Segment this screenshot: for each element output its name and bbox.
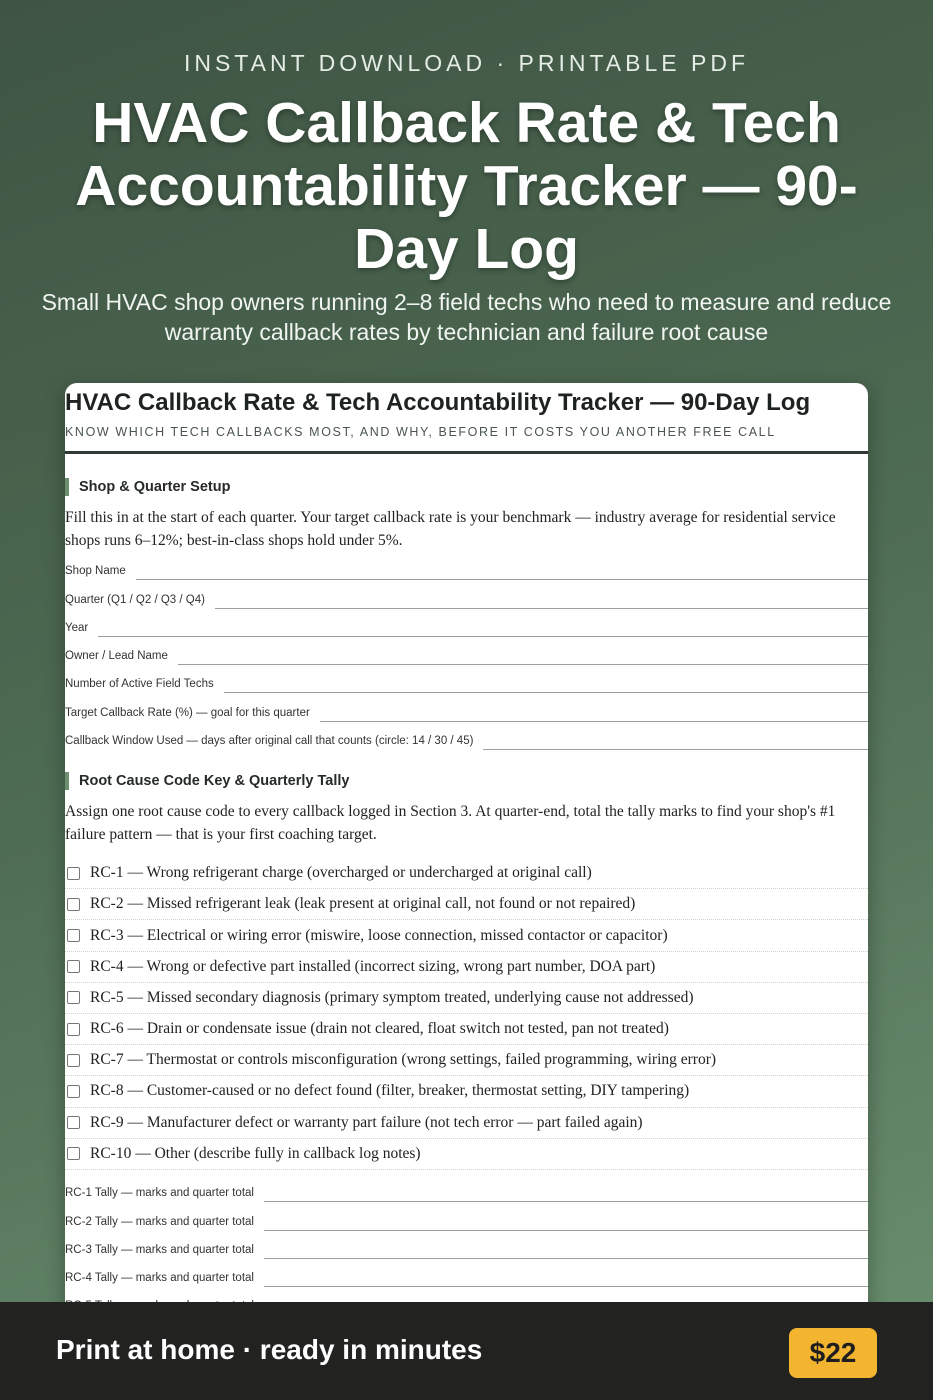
code-label: RC-10 — Other (describe fully in callback log notes) <box>90 1144 421 1162</box>
fill-line[interactable] <box>264 1229 868 1231</box>
document-tagline: KNOW WHICH TECH CALLBACKS MOST, AND WHY, BEFORE IT COSTS YOU ANOTHER FREE CALL <box>65 425 776 439</box>
field-shop-name[interactable] <box>65 552 868 580</box>
checkbox[interactable] <box>67 991 80 1004</box>
field-label: Target Callback Rate (%) — goal for this quarter <box>65 706 310 719</box>
code-item-rc9[interactable] <box>65 1108 868 1139</box>
setup-section-heading: Shop & Quarter Setup <box>65 478 868 496</box>
checkbox[interactable] <box>67 1147 80 1160</box>
field-label: Shop Name <box>65 565 126 578</box>
checkbox[interactable] <box>67 1054 80 1067</box>
eyebrow: INSTANT DOWNLOAD · PRINTABLE PDF <box>183 50 750 76</box>
tally-rc1[interactable] <box>65 1174 868 1202</box>
checkbox[interactable] <box>67 1116 80 1129</box>
checkbox[interactable] <box>67 960 80 973</box>
tally-rc4[interactable] <box>65 1259 868 1287</box>
fill-line[interactable] <box>483 748 868 750</box>
setup-fields <box>65 552 868 750</box>
field-label: Quarter (Q1 / Q2 / Q3 / Q4) <box>65 593 205 606</box>
code-item-rc7[interactable] <box>65 1045 868 1076</box>
fill-line[interactable] <box>178 663 868 665</box>
code-label: RC-9 — Manufacturer defect or warranty part failure (not tech error — part failed again) <box>90 1113 643 1131</box>
code-item-rc3[interactable] <box>65 920 868 951</box>
code-label: RC-4 — Wrong or defective part installed (incorrect sizing, wrong part number, DOA part) <box>90 957 656 975</box>
code-item-rc2[interactable] <box>65 889 868 920</box>
fill-line[interactable] <box>224 691 868 693</box>
field-label: Year <box>65 621 89 634</box>
checkbox[interactable] <box>67 929 80 942</box>
field-label: RC-4 Tally — marks and quarter total <box>65 1272 254 1285</box>
root-cause-code-list <box>65 858 868 1170</box>
field-target-rate[interactable] <box>65 693 868 721</box>
field-year[interactable] <box>65 609 868 637</box>
code-item-rc5[interactable] <box>65 983 868 1014</box>
field-label: Owner / Lead Name <box>65 650 168 663</box>
code-label: RC-2 — Missed refrigerant leak (leak present at original call, not found or not repaired) <box>90 895 636 913</box>
document-title: HVAC Callback Rate & Tech Accountability Tracker — 90-Day Log <box>65 389 811 416</box>
field-quarter[interactable] <box>65 580 868 608</box>
tally-rc2[interactable] <box>65 1202 868 1230</box>
document-header <box>65 383 868 454</box>
checkbox[interactable] <box>67 1023 80 1036</box>
tally-fields <box>65 1174 868 1313</box>
code-item-rc4[interactable] <box>65 952 868 983</box>
tally-rc3[interactable] <box>65 1231 868 1259</box>
code-label: RC-5 — Missed secondary diagnosis (primary symptom treated, underlying cause not addressed) <box>90 988 694 1006</box>
field-owner[interactable] <box>65 637 868 665</box>
code-label: RC-1 — Wrong refrigerant charge (overcharged or undercharged at original call) <box>90 864 592 882</box>
field-label: RC-3 Tally — marks and quarter total <box>65 1243 254 1256</box>
fill-line[interactable] <box>215 607 868 609</box>
header-divider <box>65 451 868 454</box>
fill-line[interactable] <box>136 578 868 580</box>
code-item-rc8[interactable] <box>65 1076 868 1107</box>
fill-line[interactable] <box>98 635 868 637</box>
field-label: RC-1 Tally — marks and quarter total <box>65 1187 254 1200</box>
fill-line[interactable] <box>320 720 868 722</box>
code-label: RC-3 — Electrical or wiring error (miswire, loose connection, missed contactor or capacitor) <box>90 926 668 944</box>
root-cause-intro: Assign one root cause code to every callback logged in Section 3. At quarter-end, total the tally marks to find your shop's #1 failure pattern — that is your first coaching target. <box>65 803 836 844</box>
footer-note: Print at home · ready in minutes <box>56 1334 483 1365</box>
field-tech-count[interactable] <box>65 665 868 693</box>
price-badge[interactable]: $22 <box>789 1328 877 1378</box>
code-item-rc1[interactable] <box>65 858 868 889</box>
field-label: RC-2 Tally — marks and quarter total <box>65 1215 254 1228</box>
fill-line[interactable] <box>264 1285 868 1287</box>
code-label: RC-7 — Thermostat or controls misconfiguration (wrong settings, failed programming, wiring error) <box>90 1051 717 1069</box>
hero-subtitle: Small HVAC shop owners running 2–8 field techs who need to measure and reduce warranty callback rates by technician and failure root cause <box>41 289 892 345</box>
checkbox[interactable] <box>67 898 80 911</box>
field-label: Number of Active Field Techs <box>65 678 214 691</box>
document-preview <box>65 383 868 1313</box>
fill-line[interactable] <box>264 1257 868 1259</box>
field-label: Callback Window Used — days after original call that counts (circle: 14 / 30 / 45) <box>65 735 474 748</box>
code-label: RC-6 — Drain or condensate issue (drain not cleared, float switch not tested, pan not treated) <box>90 1020 669 1038</box>
footer-bar <box>0 1302 933 1400</box>
code-item-rc10[interactable] <box>65 1139 868 1170</box>
code-label: RC-8 — Customer-caused or no defect found (filter, breaker, thermostat setting, DIY tampering) <box>90 1082 690 1100</box>
checkbox[interactable] <box>67 1085 80 1098</box>
field-callback-window[interactable] <box>65 722 868 750</box>
code-item-rc6[interactable] <box>65 1014 868 1045</box>
checkbox[interactable] <box>67 867 80 880</box>
fill-line[interactable] <box>264 1200 868 1202</box>
hero-title: HVAC Callback Rate & Tech Accountability Tracker — 90-Day Log <box>75 91 858 281</box>
setup-intro: Fill this in at the start of each quarter. Your target callback rate is your benchmark — industry average for residential service shops runs 6–12%; best-in-class shops hold under 5%. <box>65 509 836 549</box>
root-cause-section-heading: Root Cause Code Key & Quarterly Tally <box>65 772 868 790</box>
